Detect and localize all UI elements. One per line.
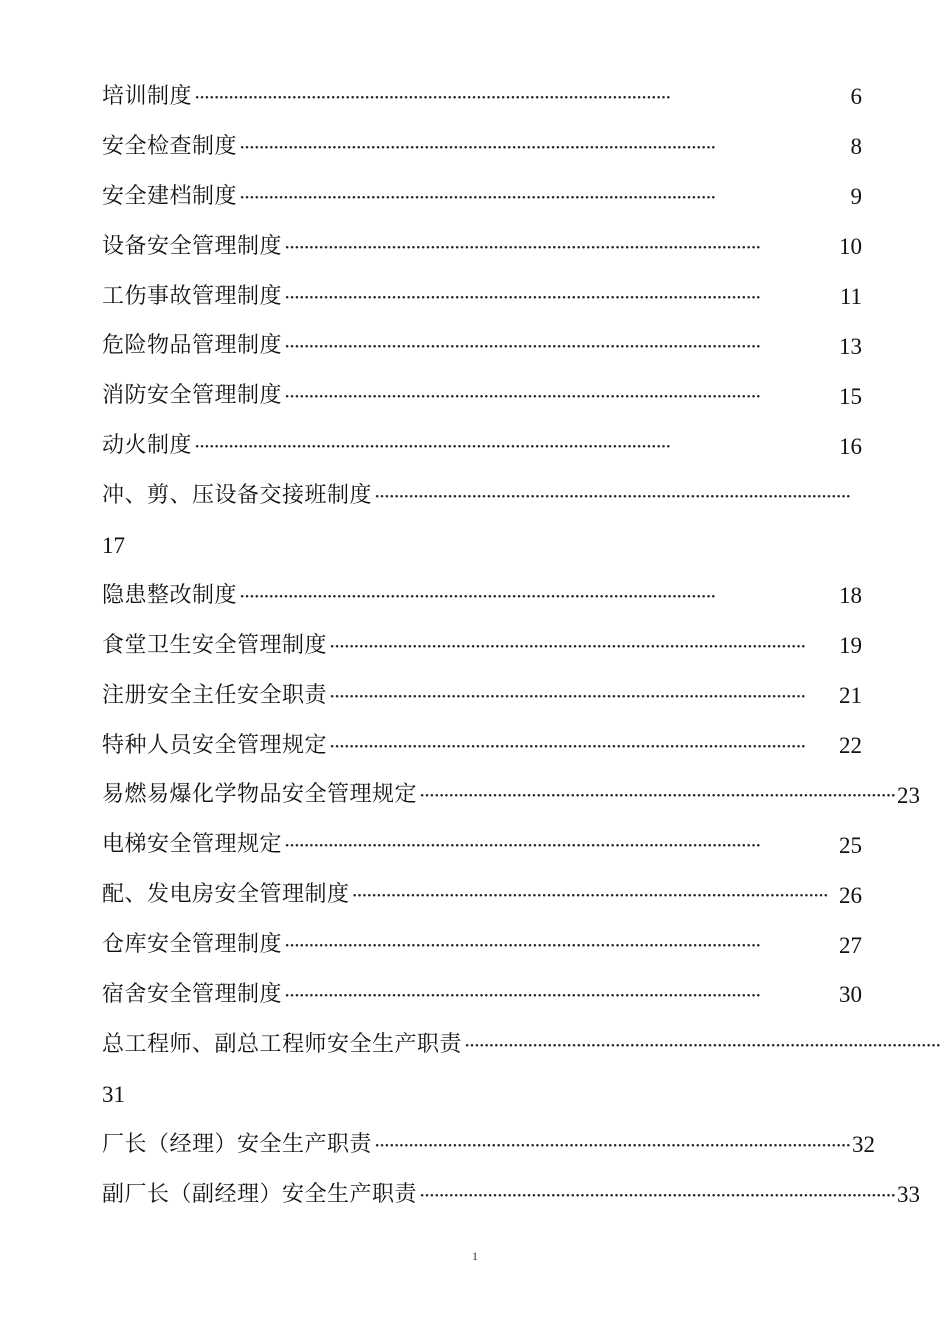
toc-entry-page: 17 xyxy=(102,533,125,559)
toc-dot-leader: ·································································································· xyxy=(284,234,761,259)
footer-page-number: 1 xyxy=(472,1249,478,1263)
toc-entry[interactable] xyxy=(102,172,862,222)
toc-entry[interactable] xyxy=(102,721,862,771)
toc-entry-page: 8 xyxy=(850,134,862,160)
toc-dot-leader: ·································································································· xyxy=(329,733,806,758)
toc-entry-title: 注册安全主任安全职责 xyxy=(102,682,328,708)
toc-entry-page: 30 xyxy=(839,982,862,1008)
toc-dot-leader: ·································································································· xyxy=(329,683,806,708)
toc-entry-title: 安全检查制度 xyxy=(102,133,238,159)
toc-entry[interactable] xyxy=(102,321,862,371)
toc-entry-page: 18 xyxy=(839,583,862,609)
toc-dot-leader: ·································································································· xyxy=(194,434,671,459)
toc-entry-title: 副厂长（副经理）安全生产职责 xyxy=(102,1181,418,1207)
toc-entry[interactable] xyxy=(102,870,862,920)
toc-entry[interactable] xyxy=(102,1020,941,1070)
toc-dot-leader: ·································································································· xyxy=(374,1132,851,1157)
toc-entry-title: 消防安全管理制度 xyxy=(102,383,283,409)
toc-dot-leader: ·································································································· xyxy=(374,484,851,509)
toc-dot-leader: ·································································································· xyxy=(284,334,761,359)
toc-entry-page: 23 xyxy=(897,782,921,808)
toc-entry[interactable] xyxy=(102,1170,921,1220)
toc-entry[interactable] xyxy=(102,671,862,721)
toc-entry-title: 配、发电房安全管理制度 xyxy=(102,882,350,908)
toc-entry-page: 26 xyxy=(839,882,862,908)
toc-entry-title: 安全建档制度 xyxy=(102,183,238,209)
toc-entry[interactable] xyxy=(102,122,862,172)
toc-entry-page: 21 xyxy=(839,683,862,709)
toc-dot-leader: ·································································································· xyxy=(419,783,896,808)
toc-dot-leader: ·································································································· xyxy=(329,633,806,658)
toc-entry-title: 食堂卫生安全管理制度 xyxy=(102,632,328,658)
toc-entry[interactable] xyxy=(102,621,862,671)
toc-entry-page-line xyxy=(102,1070,862,1120)
toc-entry-page: 22 xyxy=(839,733,862,759)
toc-entry-page: 9 xyxy=(850,184,862,210)
toc-entry[interactable] xyxy=(102,371,862,421)
toc-entry-title: 隐患整改制度 xyxy=(102,582,238,608)
toc-entry[interactable] xyxy=(102,970,862,1020)
toc-dot-leader: ·································································································· xyxy=(419,1182,896,1207)
toc-dot-leader: ·································································································· xyxy=(464,1032,941,1057)
toc-entry-page: 6 xyxy=(850,84,862,110)
toc-entry-page: 13 xyxy=(839,333,862,359)
toc-dot-leader: ·································································································· xyxy=(194,84,671,109)
toc-entry-title: 冲、剪、压设备交接班制度 xyxy=(102,483,373,509)
toc-entry[interactable] xyxy=(102,770,921,820)
table-of-contents xyxy=(102,72,941,1219)
toc-entry-page: 19 xyxy=(839,633,862,659)
toc-entry[interactable] xyxy=(102,471,862,521)
toc-entry-title: 培训制度 xyxy=(102,83,193,109)
toc-entry[interactable] xyxy=(102,72,862,122)
toc-entry-title: 工伤事故管理制度 xyxy=(102,283,283,309)
toc-entry-page-line xyxy=(102,521,862,571)
toc-entry[interactable] xyxy=(102,1120,876,1170)
toc-entry-page: 32 xyxy=(852,1132,876,1158)
toc-entry-title: 宿舍安全管理制度 xyxy=(102,981,283,1007)
toc-dot-leader: ·································································································· xyxy=(284,384,761,409)
toc-entry-page: 33 xyxy=(897,1182,921,1208)
toc-dot-leader: ·································································································· xyxy=(239,134,716,159)
toc-entry-page: 25 xyxy=(839,832,862,858)
toc-entry-page: 31 xyxy=(102,1082,125,1108)
toc-dot-leader: ·································································································· xyxy=(284,284,761,309)
toc-entry-title: 动火制度 xyxy=(102,433,193,459)
toc-entry-title: 特种人员安全管理规定 xyxy=(102,732,328,758)
toc-entry-title: 电梯安全管理规定 xyxy=(102,832,283,858)
toc-entry[interactable] xyxy=(102,222,862,272)
toc-entry-title: 易燃易爆化学物品安全管理规定 xyxy=(102,782,418,808)
toc-entry-page: 15 xyxy=(839,383,862,409)
toc-dot-leader: ·································································································· xyxy=(284,982,761,1007)
toc-dot-leader: ·································································································· xyxy=(284,933,761,958)
toc-dot-leader: ·································································································· xyxy=(239,583,716,608)
toc-dot-leader: ·································································································· xyxy=(351,883,828,908)
toc-entry[interactable] xyxy=(102,920,862,970)
toc-entry-title: 危险物品管理制度 xyxy=(102,333,283,359)
toc-entry-page: 11 xyxy=(839,284,862,309)
toc-entry-page: 10 xyxy=(839,234,862,260)
toc-entry[interactable] xyxy=(102,820,862,870)
toc-entry[interactable] xyxy=(102,571,862,621)
toc-entry[interactable] xyxy=(102,272,862,322)
toc-dot-leader: ·································································································· xyxy=(284,833,761,858)
toc-entry-title: 设备安全管理制度 xyxy=(102,233,283,259)
toc-entry-page: 27 xyxy=(839,932,862,958)
toc-entry[interactable] xyxy=(102,421,862,471)
toc-entry-title: 厂长（经理）安全生产职责 xyxy=(102,1131,373,1157)
toc-dot-leader: ·································································································· xyxy=(239,184,716,209)
toc-entry-title: 仓库安全管理制度 xyxy=(102,932,283,958)
toc-entry-page: 16 xyxy=(839,433,862,459)
toc-entry-title: 总工程师、副总工程师安全生产职责 xyxy=(102,1031,463,1057)
